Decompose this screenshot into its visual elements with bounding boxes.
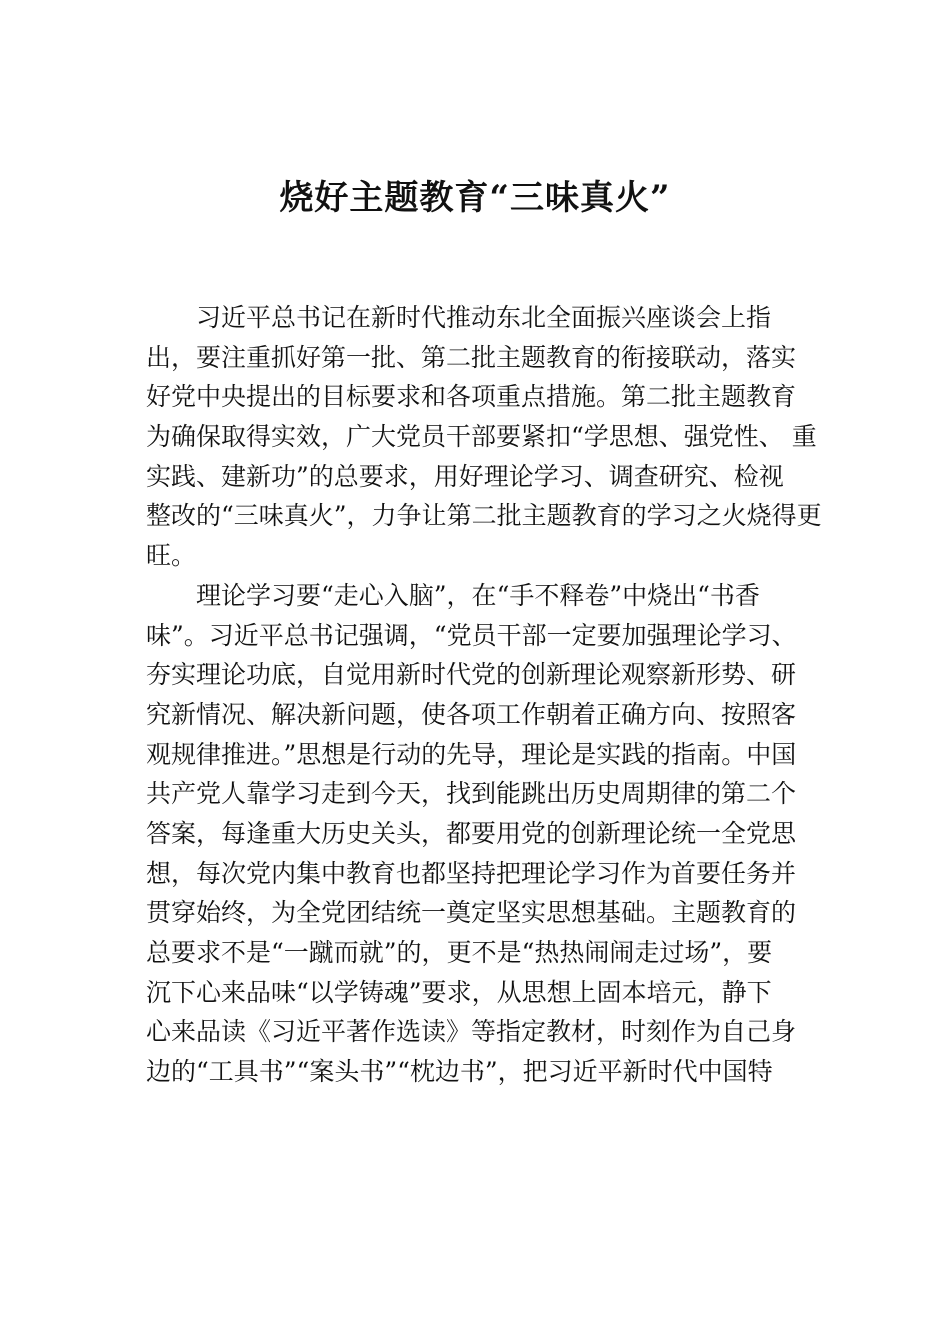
paragraph-line: 心来品读《习近平著作选读》等指定教材，时刻作为自己身	[146, 1017, 797, 1047]
paragraph-line: 味”。习近平总书记强调，“党员干部一定要加强理论学习、	[146, 620, 797, 650]
paragraph-line: 究新情况、解决新问题，使各项工作朝着正确方向、按照客	[146, 699, 797, 729]
paragraph-line: 习近平总书记在新时代推动东北全面振兴座谈会上指	[196, 303, 772, 332]
paragraph-line: 实践、建新功”的总要求，用好理论学习、调查研究、检视	[146, 461, 784, 491]
paragraph-line: 边的“工具书”“案头书”“枕边书”，把习近平新时代中国特	[146, 1057, 773, 1087]
paragraph-line: 想，每次党内集中教育也都坚持把理论学习作为首要任务并	[146, 858, 797, 888]
paragraph-line: 答案，每逢重大历史关头，都要用党的创新理论统一全党思	[146, 818, 797, 848]
paragraph-line: 观规律推进。”思想是行动的先导，理论是实践的指南。中国	[146, 739, 797, 769]
paragraph-line: 出，要注重抓好第一批、第二批主题教育的衔接联动，落实	[146, 342, 797, 372]
paragraph-line: 旺。	[146, 541, 197, 571]
document-title: 烧好主题教育“三味真火”	[279, 178, 671, 218]
paragraph-line: 夯实理论功底，自觉用新时代党的创新理论观察新形势、研	[146, 660, 797, 690]
paragraph-line: 沉下心来品味“以学铸魂”要求，从思想上固本培元，静下	[146, 977, 772, 1007]
paragraph-line: 整改的“三味真火”，力争让第二批主题教育的学习之火烧得更	[146, 501, 822, 531]
paragraph-line: 共产党人靠学习走到今天，找到能跳出历史周期律的第二个	[146, 779, 797, 809]
paragraph-line: 好党中央提出的目标要求和各项重点措施。第二批主题教育	[146, 382, 797, 412]
paragraph-line: 为确保取得实效，广大党员干部要紧扣“学思想、强党性、 重	[146, 422, 817, 452]
paragraph-line: 贯穿始终，为全党团结统一奠定坚实思想基础。主题教育的	[146, 898, 797, 928]
paragraph-line: 理论学习要“走心入脑”，在“手不释卷”中烧出“书香	[196, 580, 760, 610]
document-body	[146, 298, 826, 1092]
paragraph-line: 总要求不是“一蹴而就”的，更不是“热热闹闹走过场”，要	[146, 938, 773, 967]
